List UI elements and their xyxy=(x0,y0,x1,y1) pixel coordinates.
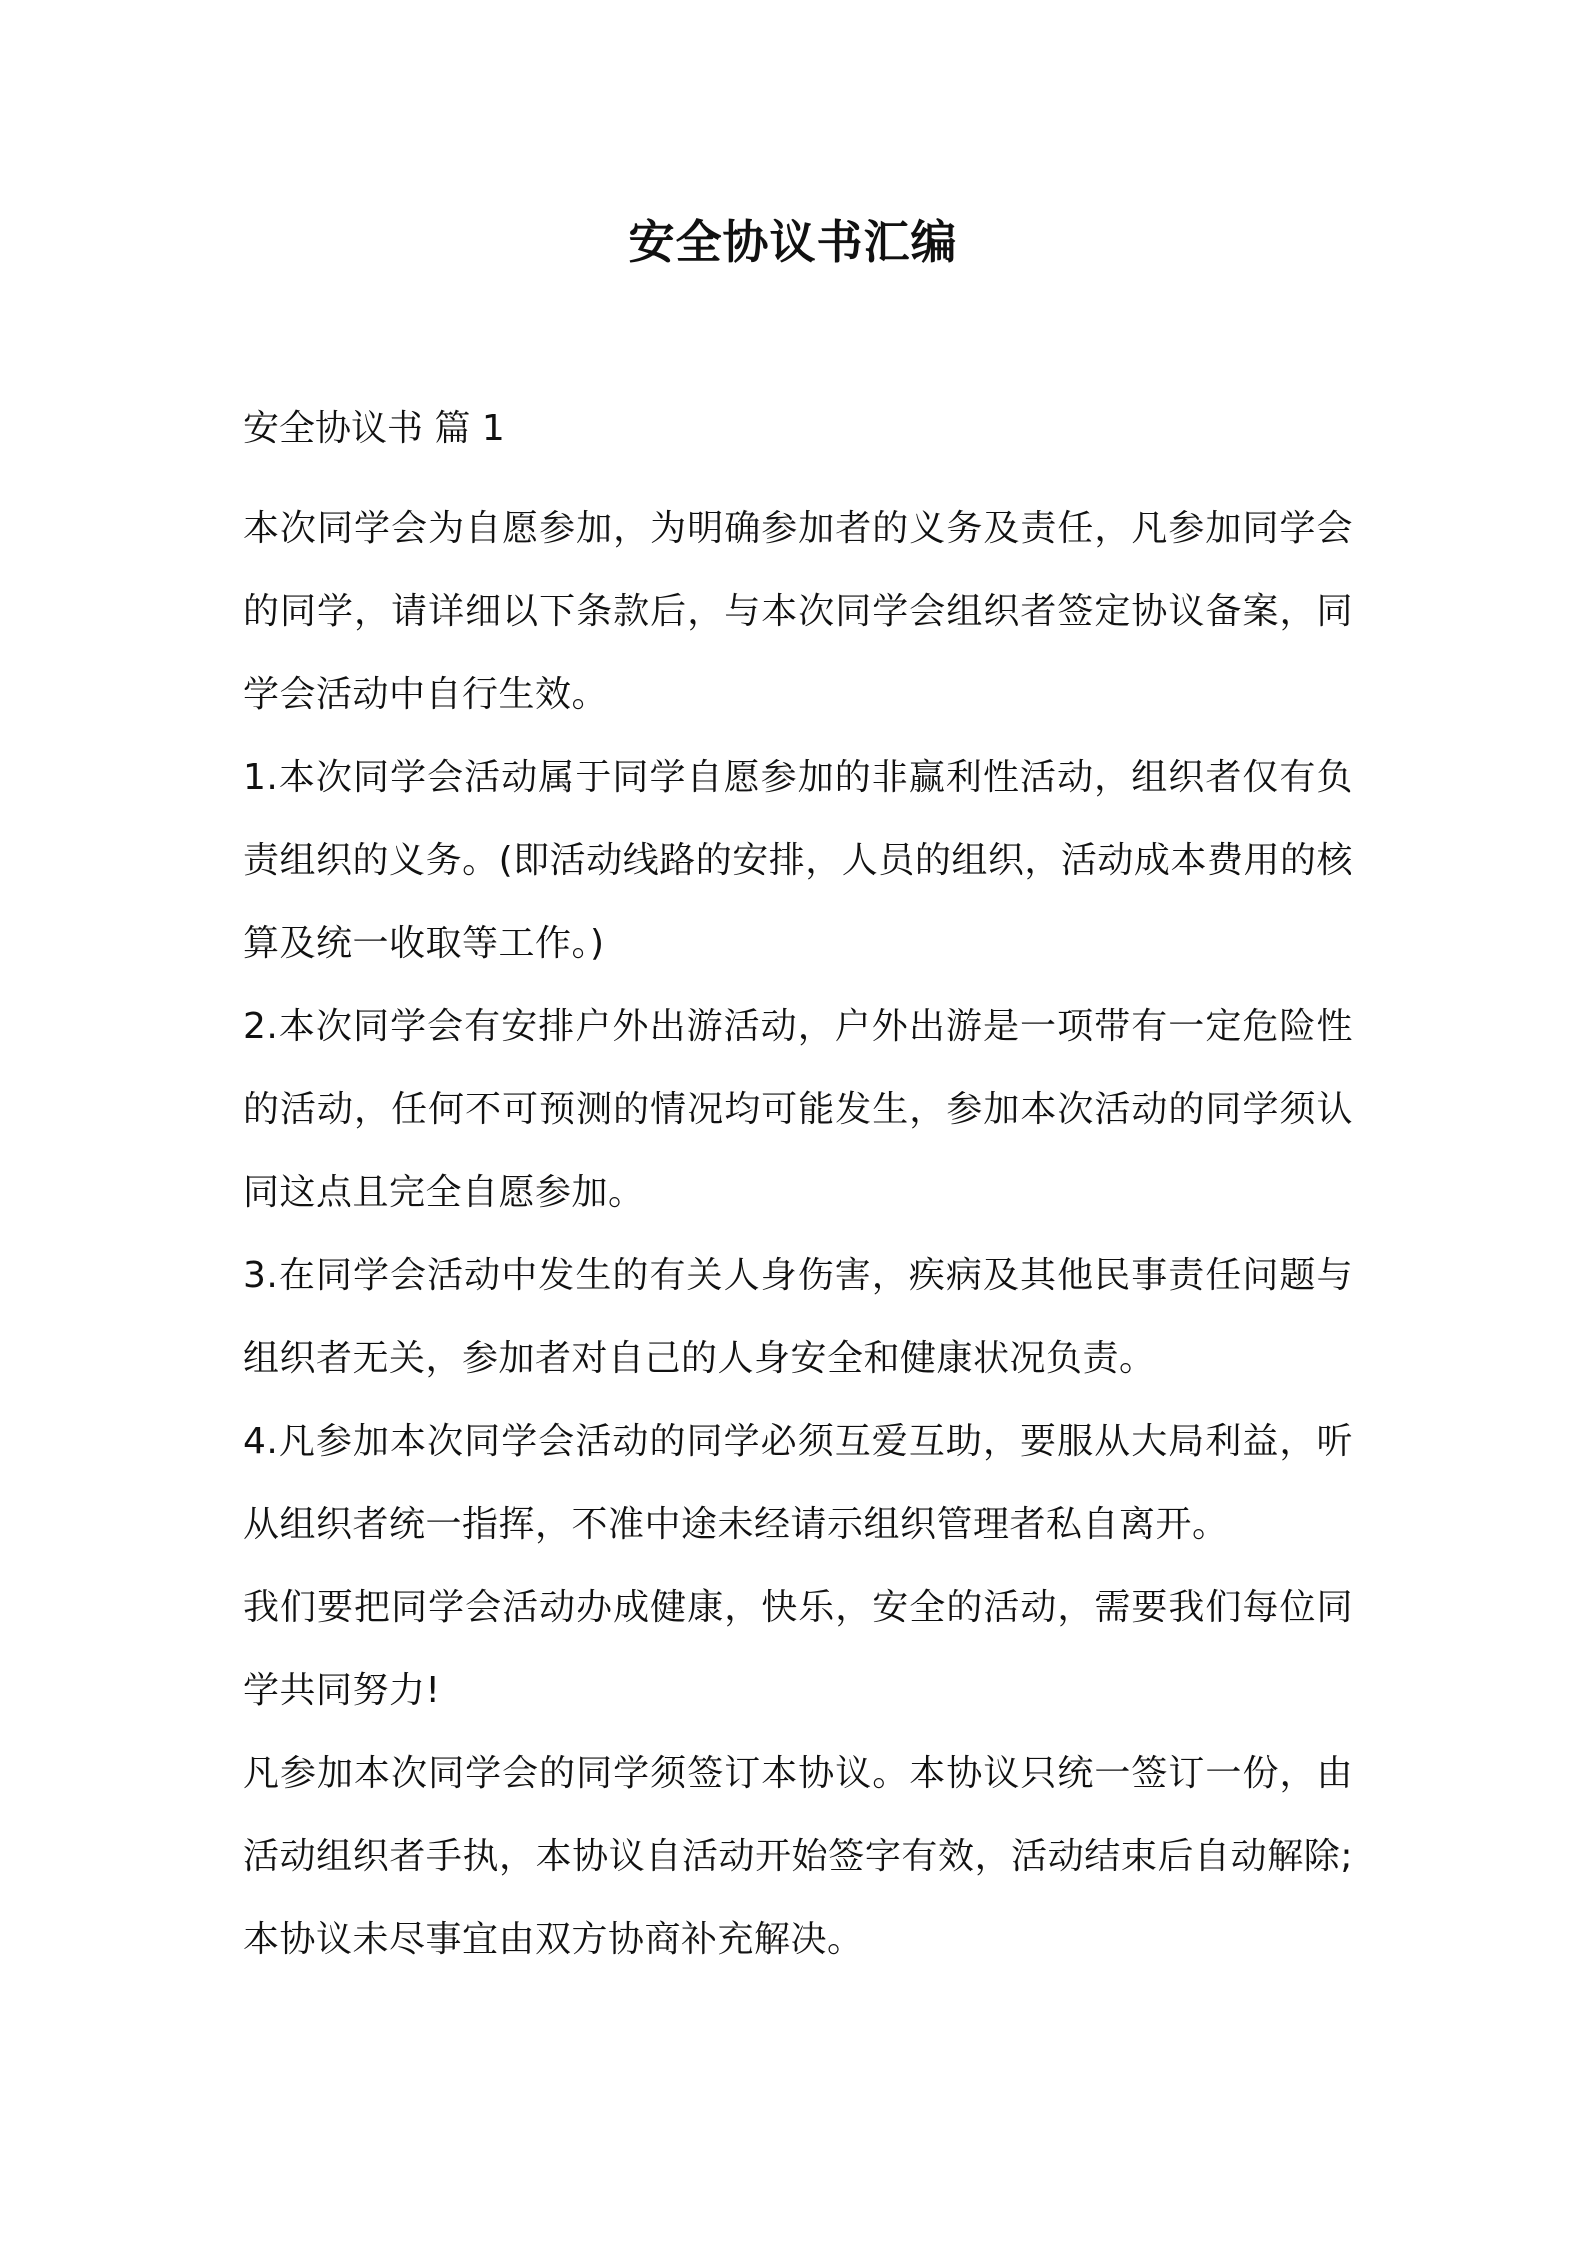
paragraph-item-2: 2.本次同学会有安排户外出游活动，户外出游是一项带有一定危险性的活动，任何不可预测的情况均可能发生，参加本次活动的同学须认同这点且完全自愿参加。 xyxy=(243,1006,1353,1213)
document-title: 安全协议书汇编 xyxy=(628,215,958,269)
paragraph-item-4: 4.凡参加本次同学会活动的同学必须互爱互助，要服从大局利益，听从组织者统一指挥，不准中途未经请示组织管理者私自离开。 xyxy=(243,1421,1353,1545)
document-body xyxy=(243,404,1353,1981)
paragraph-item-1: 1.本次同学会活动属于同学自愿参加的非赢利性活动，组织者仅有负责组织的义务。(即活动线路的安排，人员的组织，活动成本费用的核算及统一收取等工作。) xyxy=(243,757,1353,964)
paragraph-signing-terms: 凡参加本次同学会的同学须签订本协议。本协议只统一签订一份，由活动组织者手执，本协议自活动开始签字有效，活动结束后自动解除;本协议未尽事宜由双方协商补充解决。 xyxy=(243,1753,1353,1960)
paragraph-appeal: 我们要把同学会活动办成健康，快乐，安全的活动，需要我们每位同学共同努力! xyxy=(243,1587,1353,1711)
paragraph-intro: 本次同学会为自愿参加，为明确参加者的义务及责任，凡参加同学会的同学，请详细以下条款后，与本次同学会组织者签定协议备案，同学会活动中自行生效。 xyxy=(243,508,1353,715)
paragraph-item-3: 3.在同学会活动中发生的有关人身伤害，疾病及其他民事责任问题与组织者无关，参加者对自己的人身安全和健康状况负责。 xyxy=(243,1255,1353,1379)
section-heading: 安全协议书 篇 1 xyxy=(243,408,505,449)
